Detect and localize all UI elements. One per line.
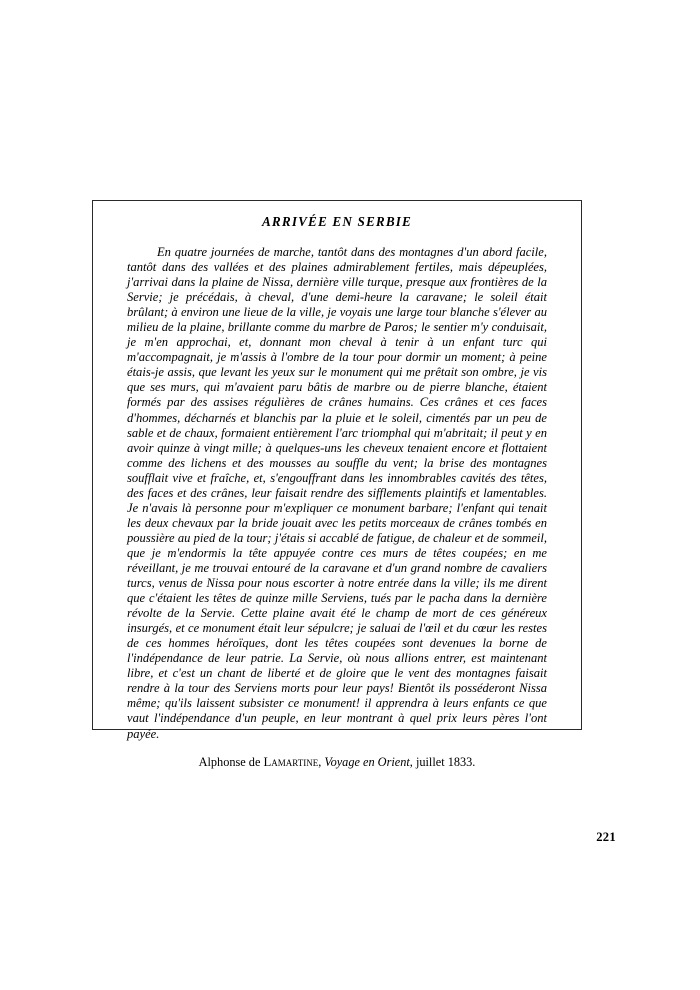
attribution-author-prefix: Alphonse de <box>198 754 264 769</box>
excerpt-title: ARRIVÉE EN SERBIE <box>261 214 413 229</box>
excerpt-paragraph <box>127 245 547 742</box>
excerpt-body-text: En quatre journées de marche, tantôt dans des montagnes d'un abord facile, tantôt dans des vallées et des plaines admirablement fertiles, mais dépeuplées, j'arrivai dans la plaine de Nissa, dernière ville turque, presque aux frontières de la Servie; je précédais, à cheval, d'une demi-heure la caravane; le soleil était brûlant; à environ une lieue de la ville, je voyais une large tour blanche s'élever au milieu de la plaine, brillante comme du marbre de Paros; le sentier m'y conduisait, je m'en approchai, et, donnant mon cheval à tenir à un enfant turc qui m'accompagnait, je m'assis à l'ombre de la tour pour dormir un moment; à peine étais-je assis, que levant les yeux sur le monument qui me prêtait son ombre, je vis que ses murs, qui m'avaient paru bâtis de marbre ou de pierre blanche, étaient formés par des assises régulières de crânes humains. Ces crânes et ces faces d'hommes, décharnés et blanchis par la pluie et le soleil, cimentés par un peu de sable et de chaux, formaient entièrement l'arc triomphal qui m'abritait; il peut y en avoir quinze à vingt mille; à quelques-uns les cheveux tenaient encore et flottaient comme des lichens et des mousses au souffle du vent; la brise des montagnes soufflait vive et fraîche, et, s'engouffrant dans les innombrables cavités des têtes, des faces et des crânes, leur faisait rendre des sifflements plaintifs et lamentables. Je n'avais là personne pour m'expliquer ce monument barbare; l'enfant qui tenait les deux chevaux par la bride jouait avec les petits morceaux de crânes tombés en poussière au pied de la tour; j'étais si accablé de fatigue, de chaleur et de sommeil, que je m'endormis la tête appuyée contre ces murs de têtes coupées; en me réveillant, je me trouvai entouré de la caravane et d'un grand nombre de cavaliers turcs, venus de Nissa pour nous escorter à notre entrée dans la ville; ils me dirent que c'étaient les têtes de quinze mille Serviens, tués par le pacha dans la dernière révolte de la Servie. Cette plaine avait été le champ de mort de ces généreux insurgés, et ce monument était leur sépulcre; je saluai de l'œil et du cœur les restes de ces hommes héroïques, dont les têtes coupées sont devenues la borne de l'indépendance de leur patrie. La Servie, où nous allions entrer, est maintenant libre, et c'est un chant de liberté et de gloire que le vent des montagnes faisait rendre à la tour des Serviens morts pour leur pays! Bientôt ils posséderont Nissa même; qu'ils laissent subsister ce monument! il apprendra à leurs enfants ce que vaut l'indépendance d'un peuple, en leur montrant à quel prix leurs pères l'ont payée. <box>127 245 547 741</box>
attribution-line <box>127 755 547 770</box>
excerpt-frame <box>92 200 582 769</box>
attribution-author-name: Lamartine <box>263 754 319 769</box>
attribution-work-title: Voyage en Orient <box>324 754 410 769</box>
attribution-separator: , <box>318 754 325 769</box>
page-number: 221 <box>596 830 616 844</box>
attribution-suffix: , juillet 1833. <box>409 754 476 769</box>
excerpt-content <box>93 201 581 770</box>
